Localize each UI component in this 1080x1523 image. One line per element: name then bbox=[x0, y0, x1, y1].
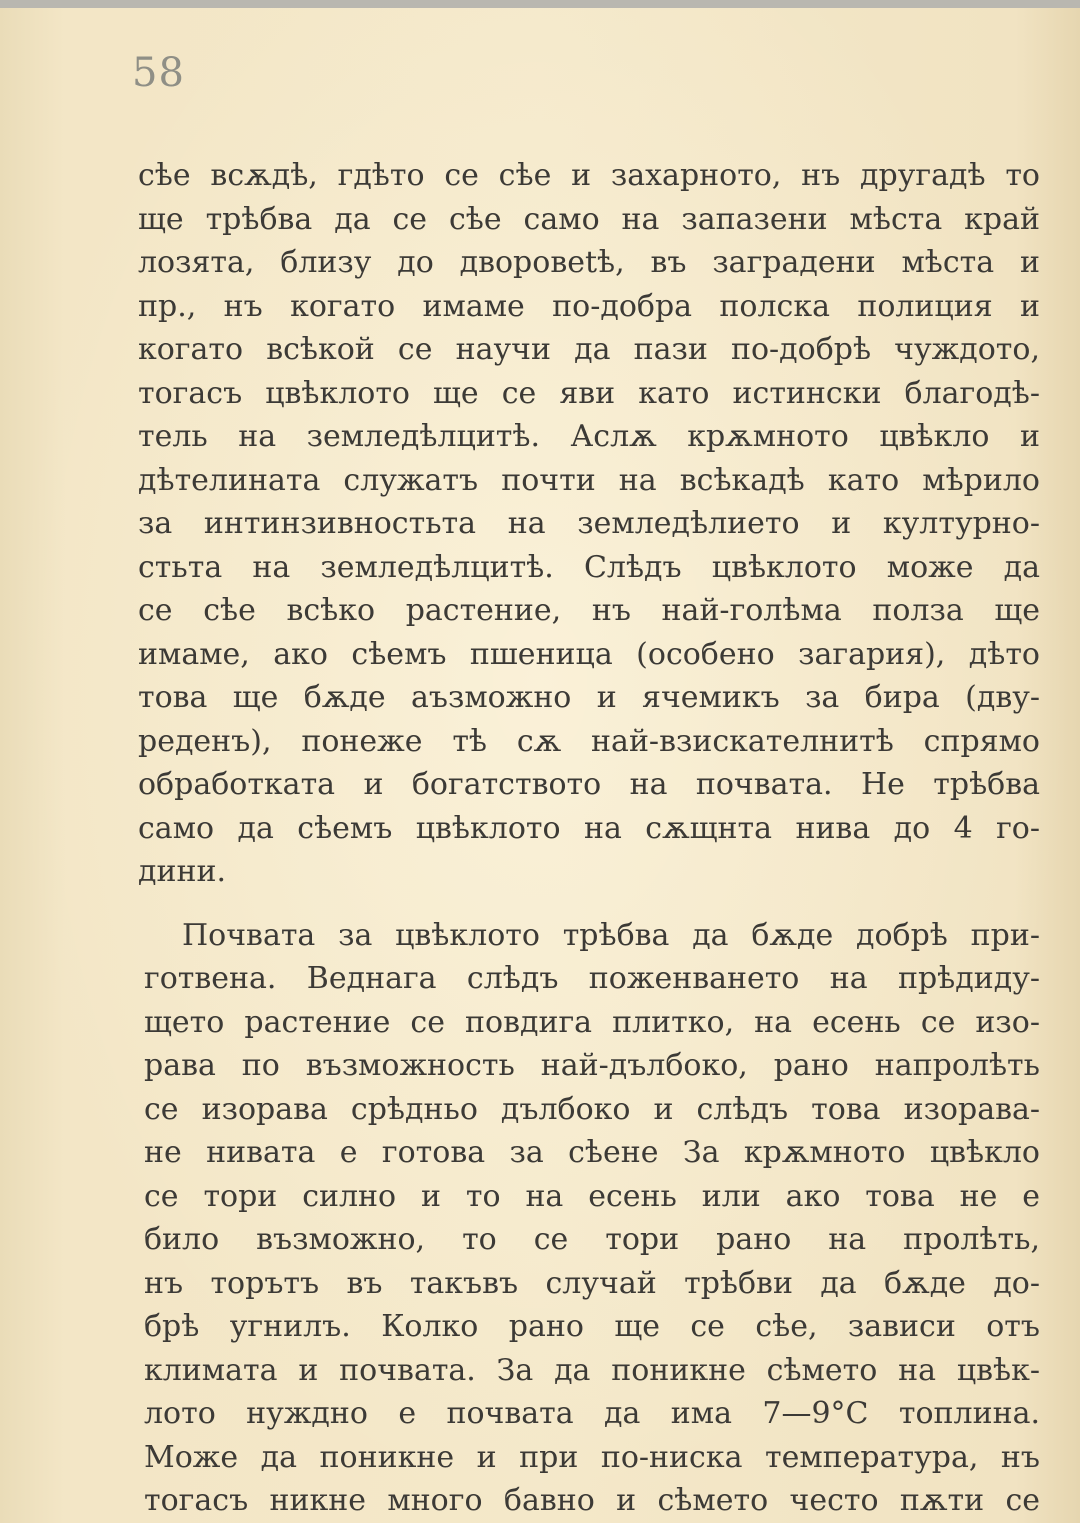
text-line: това ще бѫде аъзможно и ячемикъ за бира (дву- bbox=[138, 680, 1040, 715]
text-line: дѣтелината служатъ почти на всѣкадѣ като мѣрило bbox=[138, 462, 1040, 498]
text-line: рава по възможность най-дълбоко, рано напролѣть bbox=[144, 1048, 1040, 1083]
text-line: тель на земледѣлцитѣ. Аслѫ крѫмното цвѣкло и bbox=[138, 419, 1040, 454]
text-line: обработката и богатството на почвата. Не трѣбва bbox=[138, 767, 1040, 802]
text-line: лото нуждно е почвата да има 7—9°С топлина. bbox=[144, 1396, 1040, 1431]
text-line: се тори силно и то на есень или ако това не е bbox=[144, 1178, 1040, 1214]
page-text bbox=[138, 154, 1040, 1523]
text-line: тогасъ никне много бавно и сѣмето често пѫти се bbox=[144, 1483, 1040, 1518]
text-line: се сѣе всѣко растение, нъ най-голѣма полза ще bbox=[138, 593, 1040, 628]
text-line: за интинзивностьта на земледѣлието и културно- bbox=[138, 506, 1040, 541]
text-line: реденъ), понеже тѣ сѫ най-взискателнитѣ спрямо bbox=[138, 723, 1040, 759]
text-line: щето растение се повдига плитко, на есень се изо- bbox=[144, 1004, 1040, 1040]
text-line: сѣе всѫдѣ, гдѣто се сѣе и захарното, нъ другадѣ то bbox=[138, 158, 1040, 193]
paragraph-1 bbox=[138, 154, 1040, 894]
text-line: Може да поникне и при по-ниска температура, нъ bbox=[144, 1439, 1040, 1475]
text-line: климата и почвата. За да поникне сѣмето на цвѣк- bbox=[144, 1352, 1040, 1388]
paragraph-2 bbox=[138, 914, 1040, 1523]
text-line: нъ торътъ въ такъвъ случай трѣбви да бѫде до- bbox=[144, 1265, 1040, 1301]
text-line: пр., нъ когато имаме по-добра полска полиция и bbox=[138, 288, 1040, 324]
text-line: ще трѣбва да се сѣе само на запазени мѣста край bbox=[138, 201, 1040, 237]
text-line: когато всѣкой се научи да пази по-добрѣ чуждото, bbox=[138, 332, 1040, 367]
text-line: само да сѣемъ цвѣклото на сѫщнта нива до 4 го- bbox=[138, 810, 1040, 846]
text-line: било възможно, то се тори рано на пролѣть, bbox=[144, 1222, 1040, 1257]
scan-top-edge bbox=[0, 0, 1080, 8]
page-number: 58 bbox=[132, 50, 185, 96]
text-line: се изорава срѣдньо дълбоко и слѣдъ това изорава- bbox=[144, 1091, 1040, 1127]
text-line: стьта на земледѣлцитѣ. Слѣдъ цвѣклото може да bbox=[138, 549, 1040, 585]
text-line: дини. bbox=[138, 854, 226, 889]
text-line: брѣ угнилъ. Колко рано ще се сѣе, зависи отъ bbox=[144, 1309, 1040, 1344]
text-line: имаме, ако сѣемъ пшеница (особено загария), дѣто bbox=[138, 636, 1040, 672]
text-line: лозята, близу до дворовetѣ, въ заградени мѣста и bbox=[138, 245, 1040, 280]
text-line: не нивата е готова за сѣене За крѫмното цвѣкло bbox=[144, 1135, 1040, 1170]
text-line: готвена. Веднага слѣдъ поженването на прѣдиду- bbox=[144, 961, 1040, 996]
text-line: тогасъ цвѣклото ще се яви като истински благодѣ- bbox=[138, 375, 1040, 411]
text-line: Почвата за цвѣклото трѣбва да бѫде добрѣ при- bbox=[182, 917, 1040, 953]
